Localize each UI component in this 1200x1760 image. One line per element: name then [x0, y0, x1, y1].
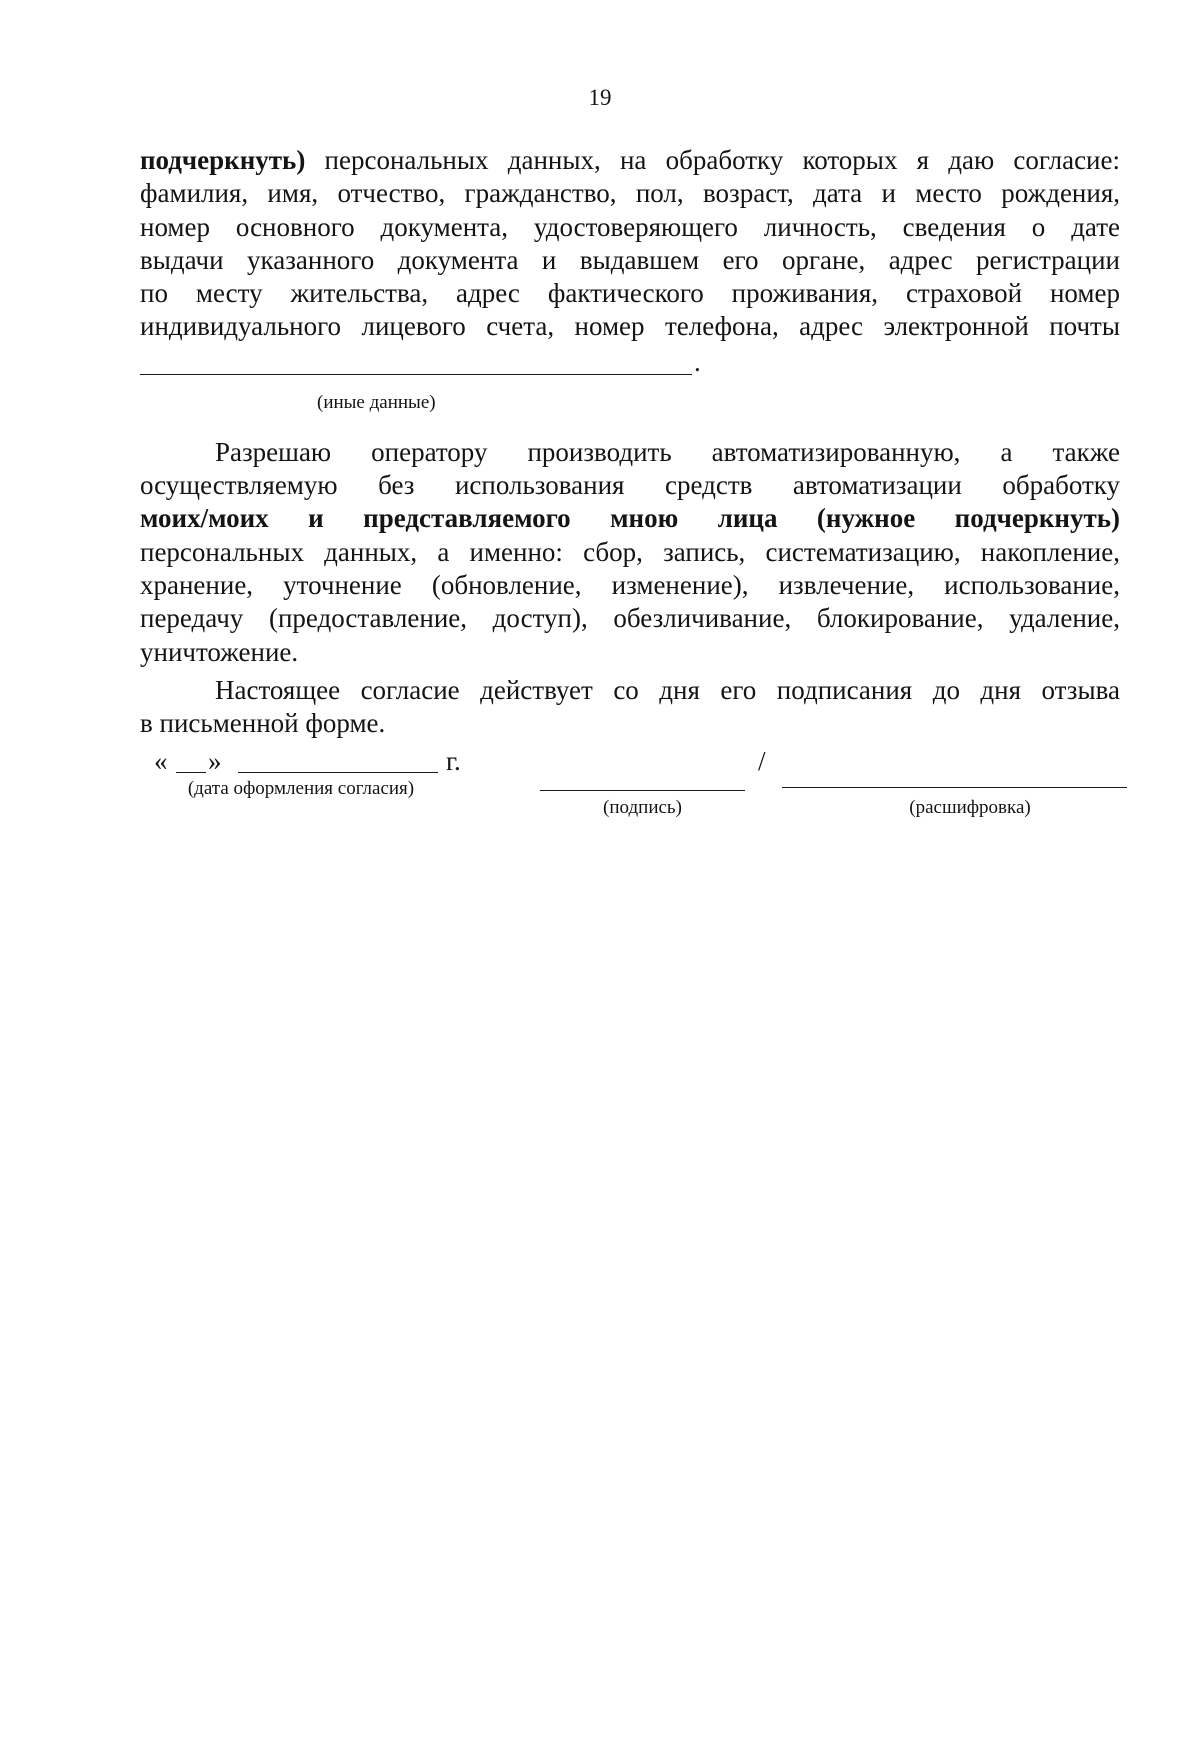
page-number: 19 [588, 85, 612, 110]
signature-block [140, 742, 1130, 822]
bold-lead: подчеркнуть) [140, 145, 306, 175]
quote-close: » [208, 746, 222, 776]
decoding-field[interactable] [782, 787, 1127, 788]
paragraph-2-line-5: хранение, уточнение (обновление, изменение), извлечение, использование, [140, 569, 1120, 600]
quote-open: « [154, 746, 168, 776]
paragraph-2-line-1: Разрешаю оператору производить автоматизированную, а также [215, 436, 1120, 467]
other-data-period: . [694, 346, 701, 377]
paragraph-1-line-5: по месту жительства, адрес фактического проживания, страховой номер [140, 278, 1120, 309]
paragraph-2-line-6: передачу (предоставление, доступ), обезличивание, блокирование, удаление, [140, 603, 1120, 634]
decoding-caption: (расшифровка) [909, 797, 1031, 818]
other-data-caption: (иные данные) [317, 391, 436, 413]
year-suffix: г. [446, 746, 461, 776]
paragraph-3-line-1: Настоящее согласие действует со дня его подписания до дня отзыва [215, 674, 1120, 705]
paragraph-1-line-2: фамилия, имя, отчество, гражданство, пол, возраст, дата и место рождения, [140, 178, 1120, 209]
paragraph-1-line-4: выдачи указанного документа и выдавшем его органе, адрес регистрации [140, 244, 1120, 275]
paragraph-1-line-6: индивидуального лицевого счета, номер телефона, адрес электронной почты [140, 311, 1120, 342]
signature-caption: (подпись) [603, 797, 682, 818]
paragraph-2-line-7: уничтожение. [140, 636, 299, 667]
paragraph-2-line-2: осуществляемую без использования средств автоматизации обработку [140, 470, 1120, 501]
other-data-row [140, 344, 1120, 384]
day-field[interactable] [176, 772, 206, 773]
paragraph-1-line-1 [140, 144, 1120, 177]
paragraph-2-line-4: персональных данных, а именно: сбор, запись, систематизацию, накопление, [140, 536, 1120, 567]
document-body [140, 144, 1120, 740]
paragraph-2-line-3-bold: моих/моих и представляемого мною лица (нужное подчеркнуть) [140, 503, 1120, 534]
signature-field[interactable] [540, 790, 745, 791]
slash-separator: / [758, 746, 766, 776]
paragraph-1-line-3: номер основного документа, удостоверяющего личность, сведения о дате [140, 211, 1120, 242]
month-field[interactable] [238, 772, 438, 773]
paragraph-3-line-2: в письменной форме. [140, 708, 386, 739]
paragraph-1-line-1-text: персональных данных, на обработку которых я даю согласие: [305, 145, 1120, 175]
date-caption: (дата оформления согласия) [187, 778, 415, 799]
other-data-underline[interactable] [140, 374, 692, 375]
